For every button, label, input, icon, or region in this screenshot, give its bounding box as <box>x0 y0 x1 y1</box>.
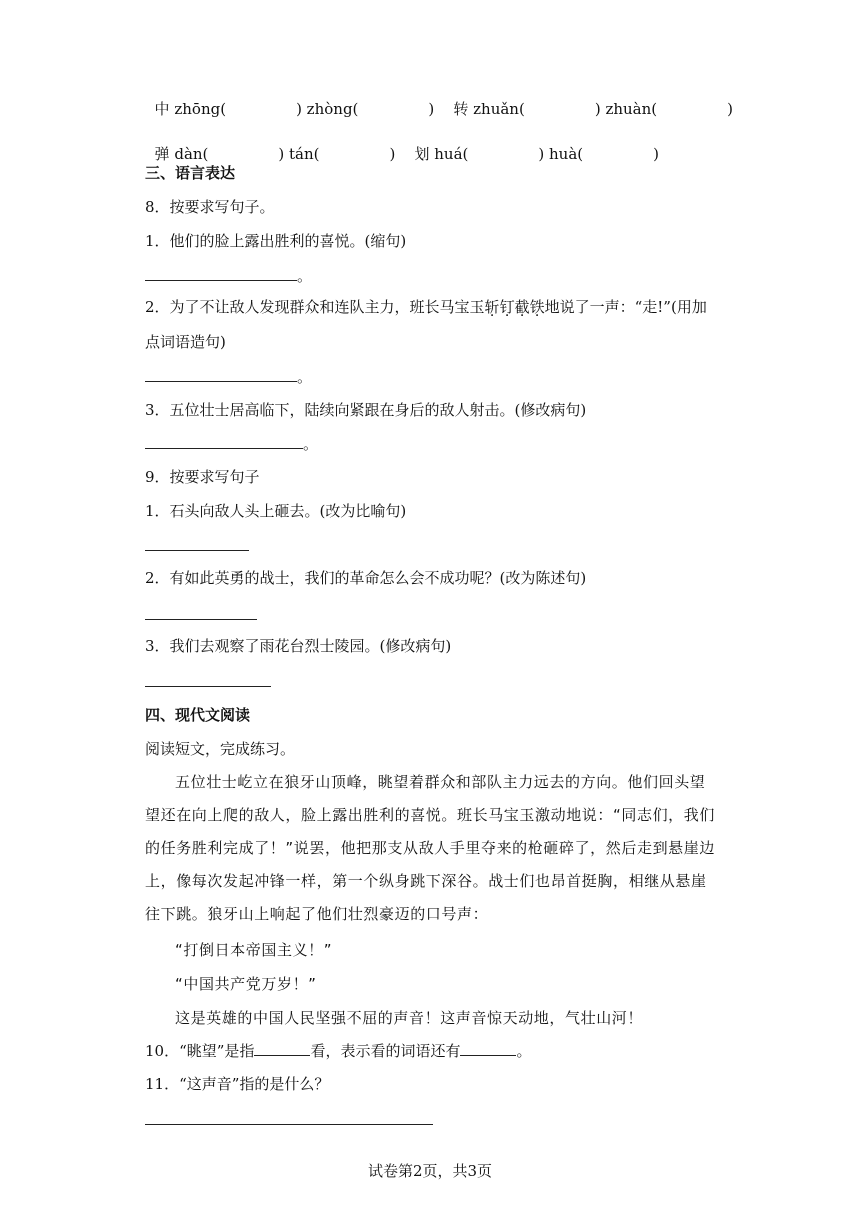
reading-intro: 阅读短文，完成练习。 <box>145 740 296 758</box>
passage-end: 这是英雄的中国人民坚强不屈的声音！这声音惊天动地，气壮山河！ <box>175 1009 644 1027</box>
q10-blank-1[interactable] <box>254 1041 310 1056</box>
q9-answer-2[interactable] <box>145 619 257 620</box>
q8-answer-3[interactable]: 。 <box>145 434 318 454</box>
dotted-char: 铁 <box>529 298 545 316</box>
dotted-char: 截 <box>514 298 530 316</box>
q9-answer-1[interactable] <box>145 550 249 551</box>
char-dan: 弹 <box>154 145 170 163</box>
reading-passage: 五位壮士屹立在狼牙山顶峰，眺望着群众和部队主力远去的方向。他们回头望望还在向上爬的敌人，脸上露出胜利的喜悦。班长马宝玉激动地说：“同志们，我们的任务胜利完成了！”说罢，他把那支从敌人手里夺来的枪砸碎了，然后走到悬崖边上，像每次发起冲锋一样，第一个纵身跳下深谷。战士们也昂首挺胸，相继从悬崖往下跳。狼牙山上响起了他们壮烈豪迈的口号声： <box>145 773 715 923</box>
quote-2: “中国共产党万岁！” <box>175 975 317 993</box>
dotted-char: 钉 <box>499 298 515 316</box>
dotted-char: 斩 <box>484 298 500 316</box>
q10-blank-2[interactable] <box>460 1041 516 1056</box>
q8-sentence-2-cont: 点词语造句) <box>145 333 226 351</box>
q8-answer-2[interactable]: 。 <box>145 367 312 387</box>
q10: 10．“眺望”是指 看，表示看的词语还有 。 <box>145 1042 532 1060</box>
pinyin-row-1: 中 zhōng( ) zhòng( ) 转 zhuǎn( ) zhuàn( ) <box>154 100 733 118</box>
section-4-heading: 四、现代文阅读 <box>145 706 251 724</box>
q11: 11．“这声音”指的是什么？ <box>145 1075 330 1093</box>
q9-sentence-2: 2．有如此英勇的战士，我们的革命怎么会不成功呢？(改为陈述句) <box>145 569 587 587</box>
q9-sentence-3: 3．我们去观察了雨花台烈士陵园。(修改病句) <box>145 637 452 655</box>
q9-title: 9．按要求写句子 <box>145 468 260 486</box>
char-zhong: 中 <box>154 100 170 118</box>
page-footer: 试卷第2页，共3页 <box>367 1162 493 1180</box>
char-hua: 划 <box>414 145 430 163</box>
q8-answer-1[interactable]: 。 <box>145 266 312 286</box>
pinyin-row-2: 弹 dàn( ) tán( ) 划 huá( ) huà( ) <box>154 145 659 163</box>
q8-sentence-2: 2．为了不让敌人发现群众和连队主力，班长马宝玉斩钉截铁地说了一声：“走!”(用加 <box>145 298 707 316</box>
q8-sentence-3: 3．五位壮士居高临下，陆续向紧跟在身后的敌人射击。(修改病句) <box>145 401 587 419</box>
q8-sentence-1: 1．他们的脸上露出胜利的喜悦。(缩句) <box>145 232 407 250</box>
q11-answer[interactable] <box>145 1124 433 1125</box>
section-3-heading: 三、语言表达 <box>145 164 236 182</box>
q8-title: 8．按要求写句子。 <box>145 198 275 216</box>
char-zhuan: 转 <box>453 100 469 118</box>
q9-sentence-1: 1．石头向敌人头上砸去。(改为比喻句) <box>145 502 407 520</box>
q9-answer-3[interactable] <box>145 686 271 687</box>
quote-1: “打倒日本帝国主义！” <box>175 941 333 959</box>
